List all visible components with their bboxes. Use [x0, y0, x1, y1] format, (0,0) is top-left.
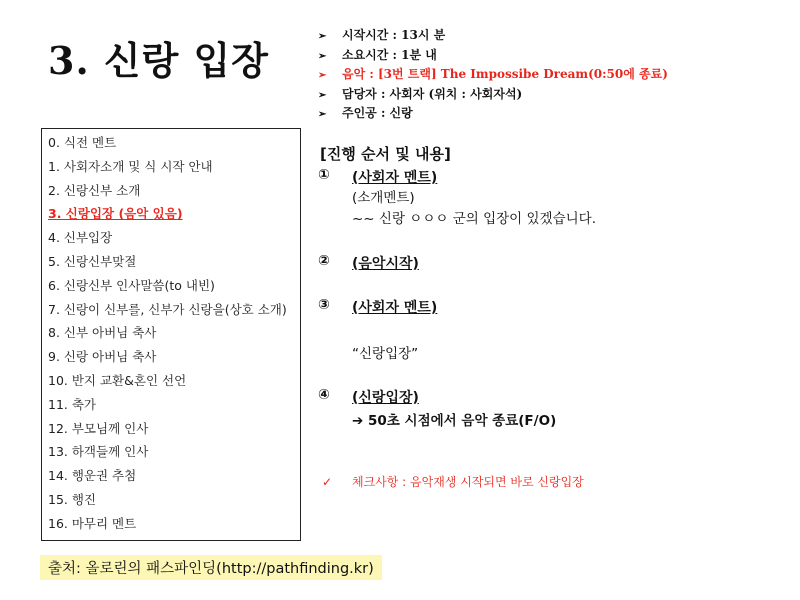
agenda-item: 6. 신랑신부 인사말씀(to 내빈) [48, 277, 215, 293]
info-text: 소요시간 : 1분 내 [342, 47, 437, 62]
info-item [318, 85, 668, 105]
info-text: 주인공 : 신랑 [342, 106, 413, 120]
agenda-item: 7. 신랑이 신부를, 신부가 신랑을(상호 소개) [48, 301, 287, 317]
agenda-item: 2. 신랑신부 소개 [48, 182, 141, 198]
step-number: ② [318, 253, 330, 269]
agenda-list [48, 131, 300, 536]
agenda-item: 4. 신부입장 [48, 230, 113, 246]
agenda-item: 5. 신랑신부맞절 [48, 253, 137, 269]
agenda-item: 13. 하객들께 인사 [48, 444, 149, 460]
arrow-bullet-icon: ➢ [318, 109, 327, 120]
agenda-item: 10. 반지 교환&혼인 선언 [48, 372, 187, 388]
source-caption: 출처: 올로린의 패스파인딩(http://pathfinding.kr) [40, 555, 382, 580]
step-number: ① [318, 167, 330, 183]
agenda-item: 8. 신부 아버님 축사 [48, 325, 157, 341]
agenda-item: 11. 축가 [48, 396, 97, 412]
arrow-bullet-icon: ➢ [318, 70, 327, 81]
step-heading: (음악시작) [352, 256, 419, 272]
step-heading: (신랑입장) [352, 390, 419, 406]
arrow-bullet-icon: ➢ [318, 89, 327, 101]
page-title: 3. 신랑 입장 [48, 38, 269, 83]
step-heading: (사회자 멘트) [352, 300, 438, 316]
info-list [318, 26, 668, 124]
check-note [322, 473, 584, 490]
info-text: 시작시간 : 13시 분 [342, 28, 446, 42]
step-number: ④ [318, 387, 330, 403]
agenda-item: 9. 신랑 아버님 축사 [48, 349, 157, 365]
agenda-item: 0. 식전 멘트 [48, 135, 117, 150]
step-number: ③ [318, 297, 330, 313]
arrow-bullet-icon: ➢ [318, 31, 327, 42]
step-heading: (사회자 멘트) [352, 170, 438, 186]
agenda-item: 12. 부모님께 인사 [48, 420, 149, 436]
checkmark-icon: ✓ [322, 475, 333, 489]
procedure-heading: [진행 순서 및 내용] [320, 145, 451, 163]
info-item [318, 104, 668, 124]
info-text: 담당자 : 사회자 (위치 : 사회자석) [342, 86, 523, 101]
step-line: ~~ 신랑 ㅇㅇㅇ 군의 입장이 있겠습니다. [352, 211, 596, 227]
agenda-item: 3. 신랑입장 (음악 있음) [48, 206, 183, 222]
arrow-bullet-icon: ➢ [318, 50, 327, 62]
agenda-item: 16. 마무리 멘트 [48, 515, 137, 531]
info-text: 음악 : [3번 트랙] The Impossibe Dream(0:50에 종료) [342, 67, 668, 81]
check-text: 체크사항 : 음악재생 시작되면 바로 신랑입장 [352, 475, 584, 489]
agenda-item: 14. 행운권 추첨 [48, 468, 137, 484]
agenda-item: 15. 행진 [48, 491, 97, 507]
info-item [318, 26, 668, 46]
step-line: (소개멘트) [352, 190, 415, 206]
agenda-item: 1. 사회자소개 및 식 시작 안내 [48, 158, 213, 174]
agenda-box [41, 128, 301, 541]
info-item-music [318, 65, 668, 85]
step-line: ➔ 50초 시점에서 음악 종료(F/O) [352, 413, 557, 429]
info-item [318, 46, 668, 66]
step-line: “신랑입장” [352, 346, 419, 362]
